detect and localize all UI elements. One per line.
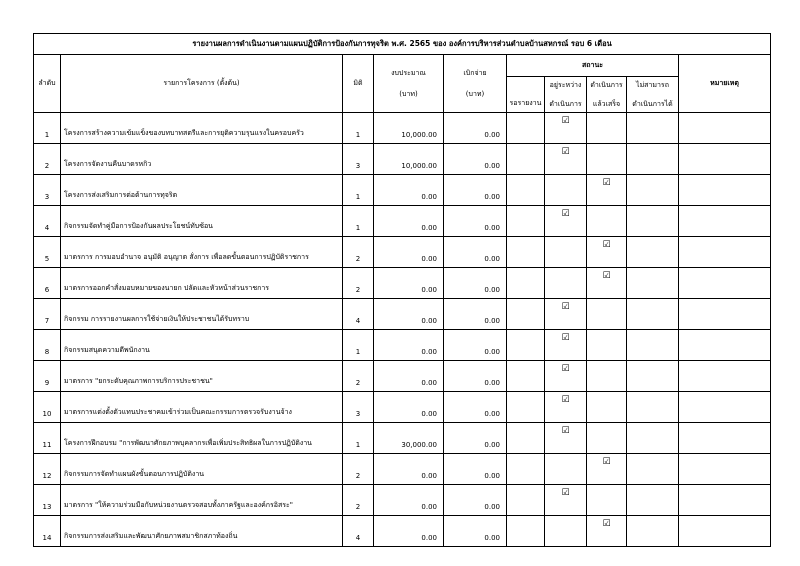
- row-status-inprogress: [545, 485, 587, 516]
- row-dimension: 2: [343, 485, 374, 516]
- row-dimension: 3: [343, 144, 374, 175]
- row-remarks: [679, 361, 771, 392]
- row-status-wait: [507, 237, 545, 268]
- row-remarks: [679, 144, 771, 175]
- table-row: [34, 144, 771, 175]
- row-dimension: 4: [343, 299, 374, 330]
- checkbox-checked-icon: ☑: [602, 457, 611, 467]
- row-remarks: [679, 330, 771, 361]
- row-status-inprogress: [545, 361, 587, 392]
- row-dimension: 1: [343, 113, 374, 144]
- checkbox-checked-icon: ☑: [561, 147, 570, 157]
- row-status-wait: [507, 144, 545, 175]
- checkbox-checked-icon: ☑: [561, 395, 570, 405]
- row-remarks: [679, 423, 771, 454]
- row-status-cannot: [627, 423, 679, 454]
- row-status-inprogress: [545, 516, 587, 547]
- header-disbursed: [444, 55, 507, 113]
- row-status-done: [587, 144, 627, 175]
- row-project-name: กิจกรรมจัดทำคู่มือการป้องกันผลประโยชน์ทับซ้อน: [61, 206, 343, 237]
- row-disbursed: 0.00: [444, 454, 507, 485]
- table-body: [34, 113, 771, 547]
- row-budget: 0.00: [374, 206, 444, 237]
- row-dimension: 1: [343, 330, 374, 361]
- row-seq: 14: [34, 516, 61, 547]
- header-dimension: มิติ: [343, 55, 374, 113]
- header-status-inprogress-line2: ดำเนินการ: [549, 99, 582, 108]
- table-row: [34, 175, 771, 206]
- header-remarks: หมายเหตุ: [679, 55, 771, 113]
- row-status-inprogress: [545, 454, 587, 485]
- row-status-done: [587, 361, 627, 392]
- row-project-name: มาตรการ การมอบอำนาจ อนุมัติ อนุญาต สั่งการ เพื่อลดขั้นตอนการปฏิบัติราชการ: [61, 237, 343, 268]
- row-seq: 4: [34, 206, 61, 237]
- row-seq: 9: [34, 361, 61, 392]
- row-budget: 30,000.00: [374, 423, 444, 454]
- row-disbursed: 0.00: [444, 206, 507, 237]
- table-row: [34, 516, 771, 547]
- row-budget: 0.00: [374, 392, 444, 423]
- row-dimension: 1: [343, 423, 374, 454]
- row-project-name: โครงการสร้างความเข้มแข็งของบทบาทสตรีและการยุติความรุนแรงในครอบครัว: [61, 113, 343, 144]
- row-status-wait: [507, 113, 545, 144]
- row-budget: 0.00: [374, 454, 444, 485]
- row-dimension: 2: [343, 237, 374, 268]
- report-table: [33, 33, 771, 547]
- row-disbursed: 0.00: [444, 268, 507, 299]
- row-status-wait: [507, 299, 545, 330]
- row-status-wait: [507, 361, 545, 392]
- row-status-cannot: [627, 175, 679, 206]
- row-remarks: [679, 237, 771, 268]
- header-status: สถานะ: [507, 55, 679, 77]
- row-dimension: 4: [343, 516, 374, 547]
- row-seq: 5: [34, 237, 61, 268]
- row-status-wait: [507, 175, 545, 206]
- header-project: รายการโครงการ (ตั้งต้น): [61, 55, 343, 113]
- table-row: [34, 361, 771, 392]
- row-project-name: มาตรการ "ให้ความร่วมมือกับหน่วยงานตรวจสอบทั้งภาครัฐและองค์กรอิสระ": [61, 485, 343, 516]
- row-status-done: [587, 175, 627, 206]
- row-disbursed: 0.00: [444, 330, 507, 361]
- row-budget: 0.00: [374, 516, 444, 547]
- checkbox-checked-icon: ☑: [561, 302, 570, 312]
- header-disbursed-line1: เบิกจ่าย: [463, 68, 487, 77]
- row-disbursed: 0.00: [444, 237, 507, 268]
- row-status-cannot: [627, 330, 679, 361]
- row-project-name: กิจกรรมการส่งเสริมและพัฒนาศักยภาพสมาชิกสภาท้องถิ่น: [61, 516, 343, 547]
- row-status-inprogress: [545, 423, 587, 454]
- row-status-done: [587, 206, 627, 237]
- row-disbursed: 0.00: [444, 392, 507, 423]
- row-budget: 0.00: [374, 175, 444, 206]
- header-disbursed-line2: (บาท): [465, 89, 485, 98]
- checkbox-checked-icon: ☑: [561, 364, 570, 374]
- header-status-cannot-line1: ไม่สามารถ: [636, 80, 669, 89]
- row-remarks: [679, 516, 771, 547]
- row-disbursed: 0.00: [444, 113, 507, 144]
- table-row: [34, 206, 771, 237]
- row-seq: 10: [34, 392, 61, 423]
- row-remarks: [679, 268, 771, 299]
- row-disbursed: 0.00: [444, 361, 507, 392]
- row-status-inprogress: [545, 175, 587, 206]
- row-budget: 0.00: [374, 268, 444, 299]
- row-seq: 1: [34, 113, 61, 144]
- row-status-wait: [507, 206, 545, 237]
- row-disbursed: 0.00: [444, 299, 507, 330]
- row-seq: 7: [34, 299, 61, 330]
- checkbox-checked-icon: ☑: [561, 209, 570, 219]
- row-status-wait: [507, 392, 545, 423]
- checkbox-checked-icon: ☑: [602, 240, 611, 250]
- row-project-name: โครงการฝึกอบรม "การพัฒนาศักยภาพบุคลากรเพื่อเพิ่มประสิทธิผลในการปฏิบัติงาน: [61, 423, 343, 454]
- row-status-cannot: [627, 361, 679, 392]
- row-project-name: กิจกรรม การรายงานผลการใช้จ่ายเงินให้ประชาชนได้รับทราบ: [61, 299, 343, 330]
- row-seq: 12: [34, 454, 61, 485]
- row-status-done: [587, 392, 627, 423]
- row-budget: 0.00: [374, 237, 444, 268]
- row-status-done: [587, 299, 627, 330]
- row-status-inprogress: [545, 330, 587, 361]
- header-budget: [374, 55, 444, 113]
- row-status-done: [587, 516, 627, 547]
- row-status-inprogress: [545, 113, 587, 144]
- header-status-cannot-line2: ดำเนินการได้: [632, 99, 673, 108]
- checkbox-checked-icon: ☑: [561, 333, 570, 343]
- row-status-cannot: [627, 268, 679, 299]
- table-row: [34, 423, 771, 454]
- row-status-wait: [507, 268, 545, 299]
- row-budget: 0.00: [374, 361, 444, 392]
- header-budget-line2: (บาท): [399, 89, 418, 98]
- row-seq: 13: [34, 485, 61, 516]
- row-status-inprogress: [545, 206, 587, 237]
- table-row: [34, 392, 771, 423]
- row-status-cannot: [627, 206, 679, 237]
- checkbox-checked-icon: ☑: [602, 519, 611, 529]
- row-status-wait: [507, 454, 545, 485]
- row-status-cannot: [627, 144, 679, 175]
- row-status-wait: [507, 423, 545, 454]
- row-status-cannot: [627, 485, 679, 516]
- row-disbursed: 0.00: [444, 516, 507, 547]
- row-status-cannot: [627, 392, 679, 423]
- header-seq: ลำดับ: [34, 55, 61, 113]
- row-status-done: [587, 485, 627, 516]
- row-disbursed: 0.00: [444, 175, 507, 206]
- header-status-inprogress: [545, 77, 587, 113]
- checkbox-checked-icon: ☑: [561, 426, 570, 436]
- header-budget-line1: งบประมาณ: [391, 68, 426, 77]
- row-disbursed: 0.00: [444, 144, 507, 175]
- row-remarks: [679, 485, 771, 516]
- row-status-done: [587, 454, 627, 485]
- checkbox-checked-icon: ☑: [602, 178, 611, 188]
- row-status-done: [587, 237, 627, 268]
- row-status-done: [587, 423, 627, 454]
- row-dimension: 2: [343, 268, 374, 299]
- checkbox-checked-icon: ☑: [561, 488, 570, 498]
- row-seq: 2: [34, 144, 61, 175]
- row-dimension: 2: [343, 361, 374, 392]
- row-status-inprogress: [545, 237, 587, 268]
- header-status-wait: รอรายงาน: [507, 77, 545, 113]
- row-project-name: มาตรการ "ยกระดับคุณภาพการบริการประชาชน": [61, 361, 343, 392]
- row-status-cannot: [627, 299, 679, 330]
- row-remarks: [679, 299, 771, 330]
- table-row: [34, 330, 771, 361]
- table-row: [34, 454, 771, 485]
- row-status-done: [587, 330, 627, 361]
- row-budget: 10,000.00: [374, 144, 444, 175]
- header-status-done-line1: ดำเนินการ: [590, 80, 623, 89]
- row-status-inprogress: [545, 268, 587, 299]
- row-status-inprogress: [545, 144, 587, 175]
- row-dimension: 1: [343, 206, 374, 237]
- header-status-inprogress-line1: อยู่ระหว่าง: [549, 80, 582, 89]
- row-budget: 0.00: [374, 330, 444, 361]
- table-row: [34, 113, 771, 144]
- table-row: [34, 485, 771, 516]
- row-status-cannot: [627, 516, 679, 547]
- row-project-name: มาตรการออกคำสั่งมอบหมายของนายก ปลัดและหัวหน้าส่วนราชการ: [61, 268, 343, 299]
- row-disbursed: 0.00: [444, 485, 507, 516]
- header-status-done: [587, 77, 627, 113]
- header-status-done-line2: แล้วเสร็จ: [592, 99, 621, 108]
- checkbox-checked-icon: ☑: [602, 271, 611, 281]
- row-status-inprogress: [545, 392, 587, 423]
- row-dimension: 1: [343, 175, 374, 206]
- row-project-name: โครงการจัดงานคืนบาดรหกิว: [61, 144, 343, 175]
- row-remarks: [679, 175, 771, 206]
- row-status-cannot: [627, 237, 679, 268]
- row-disbursed: 0.00: [444, 423, 507, 454]
- row-seq: 8: [34, 330, 61, 361]
- report-title: รายงานผลการดำเนินงานตามแผนปฏิบัติการป้องกันการทุจริต พ.ศ. 2565 ของ องค์การบริหารส่วนตำบลบ้านสหกรณ์ รอบ 6 เดือน: [34, 34, 771, 55]
- row-status-done: [587, 113, 627, 144]
- row-status-done: [587, 268, 627, 299]
- row-status-cannot: [627, 113, 679, 144]
- table-row: [34, 268, 771, 299]
- row-project-name: กิจกรรมสนุดความดีพนักงาน: [61, 330, 343, 361]
- header-status-cannot: [627, 77, 679, 113]
- row-remarks: [679, 392, 771, 423]
- table-row: [34, 237, 771, 268]
- row-budget: 0.00: [374, 485, 444, 516]
- row-remarks: [679, 206, 771, 237]
- row-remarks: [679, 454, 771, 485]
- row-budget: 10,000.00: [374, 113, 444, 144]
- row-project-name: กิจกรรมการจัดทำแผนผังขั้นตอนการปฏิบัติงาน: [61, 454, 343, 485]
- row-status-wait: [507, 485, 545, 516]
- row-remarks: [679, 113, 771, 144]
- row-budget: 0.00: [374, 299, 444, 330]
- row-status-cannot: [627, 454, 679, 485]
- row-status-wait: [507, 516, 545, 547]
- checkbox-checked-icon: ☑: [561, 116, 570, 126]
- row-seq: 3: [34, 175, 61, 206]
- row-status-inprogress: [545, 299, 587, 330]
- row-dimension: 2: [343, 454, 374, 485]
- row-status-wait: [507, 330, 545, 361]
- row-project-name: มาตรการแต่งตั้งตัวแทนประชาคมเข้าร่วมเป็นคณะกรรมการตรวจรับงานจ้าง: [61, 392, 343, 423]
- row-project-name: โครงการส่งเสริมการต่อต้านการทุจริต: [61, 175, 343, 206]
- row-seq: 11: [34, 423, 61, 454]
- table-row: [34, 299, 771, 330]
- row-dimension: 3: [343, 392, 374, 423]
- row-seq: 6: [34, 268, 61, 299]
